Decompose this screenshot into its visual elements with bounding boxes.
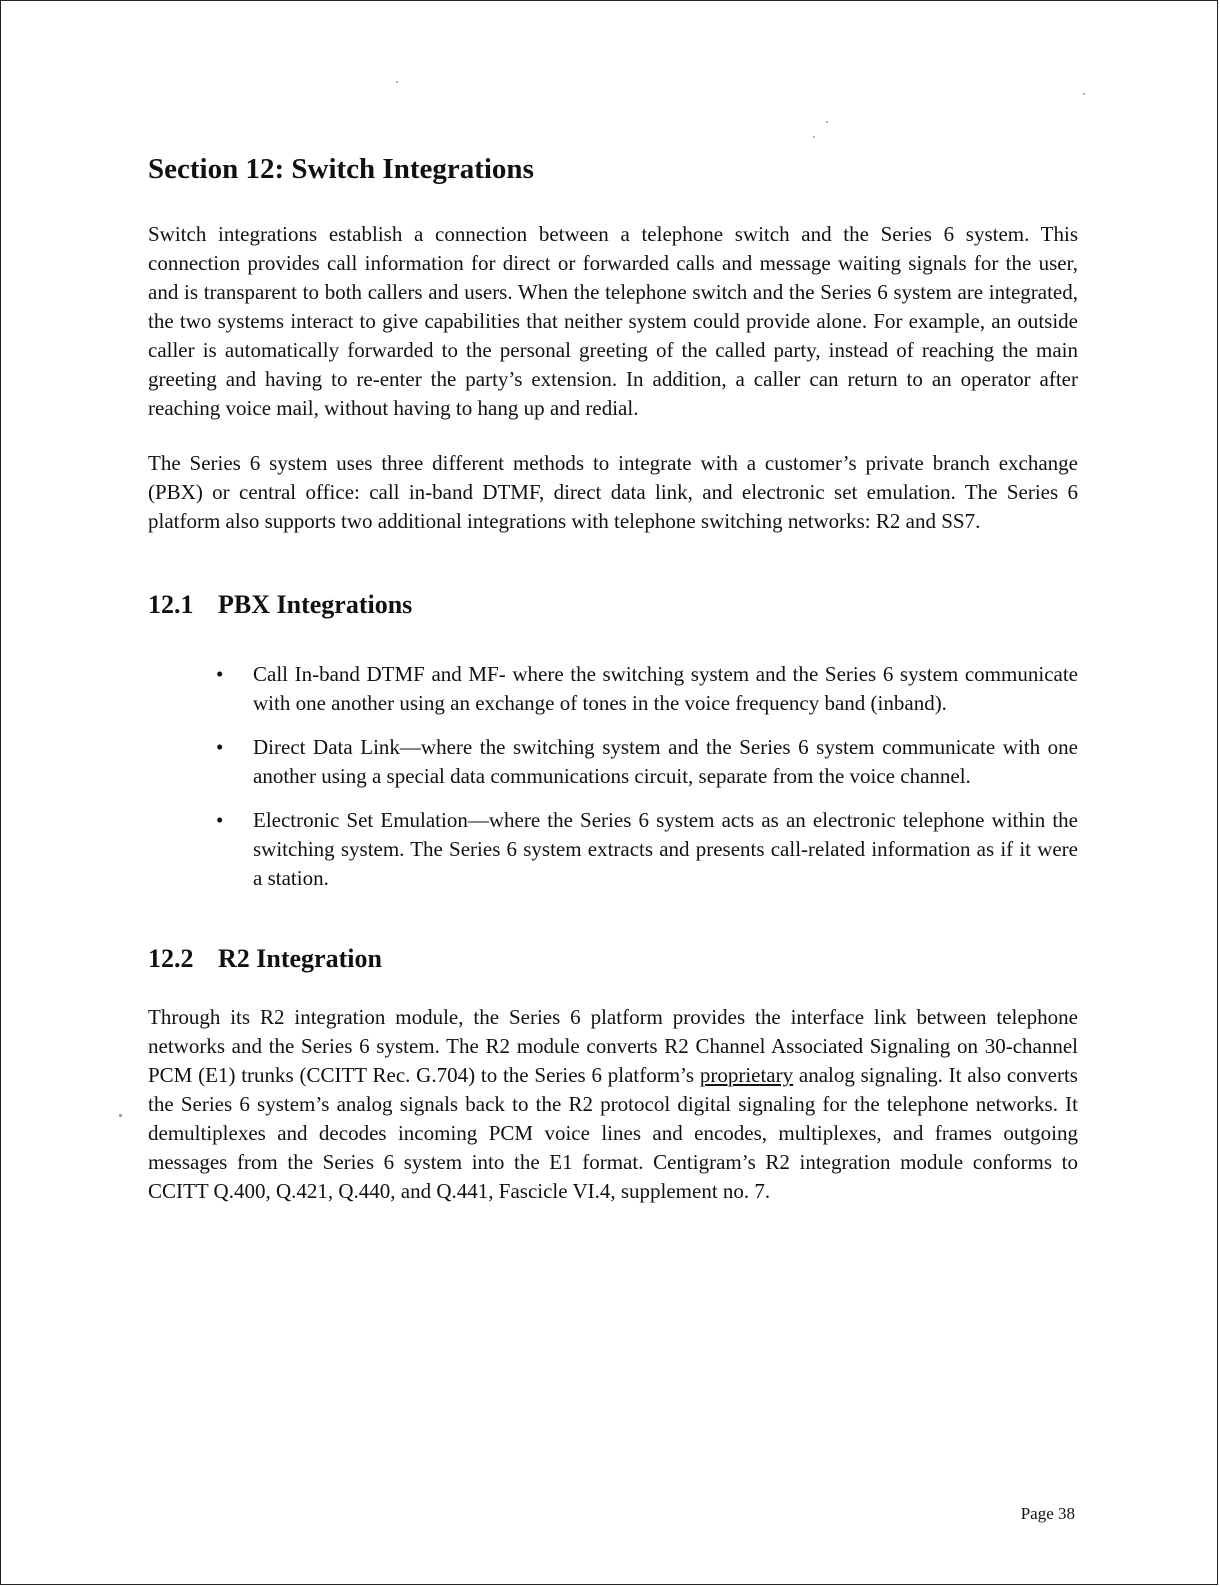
subsection-number: 12.1 (148, 590, 194, 619)
scan-speck (813, 136, 815, 138)
scan-speck (119, 1114, 122, 1117)
list-item (148, 806, 1078, 893)
methods-paragraph: The Series 6 system uses three different methods to integrate with a customer’s private branch exchange (PBX) or central office: call in-band DTMF, direct data link, and electronic set emulation. The Series 6 platform also supports two additional integrations with telephone switching networks: R2 and SS7. (148, 451, 1078, 533)
bullet-icon: • (216, 735, 224, 759)
list-item (148, 660, 1078, 718)
list-item-text: Electronic Set Emulation—where the Series 6 system acts as an electronic telephone within the switching system. The Series 6 system extracts and presents call-related information as if it were a station. (253, 808, 1078, 890)
underlined-word: proprietary (699, 1063, 794, 1087)
scan-speck (396, 81, 398, 83)
scan-speck (1083, 93, 1085, 95)
r2-paragraph (148, 1003, 1078, 1206)
list-item (148, 733, 1078, 791)
subsection-title: R2 Integration (218, 944, 382, 973)
list-item-text: Call In-band DTMF and MF- where the switching system and the Series 6 system communicate with one another using an exchange of tones in the voice frequency band (inband). (253, 662, 1078, 715)
page-content (148, 149, 1078, 1206)
bullet-icon: • (216, 808, 224, 832)
subsection-heading-r2 (148, 941, 1078, 977)
subsection-title: PBX Integrations (218, 590, 413, 619)
page-number: Page 38 (1020, 1504, 1075, 1523)
subsection-number: 12.2 (148, 944, 194, 973)
scan-speck (826, 121, 828, 123)
r2-paragraph-start: Through its R2 integration module, the Series 6 platform provides the interface link between telephone networks and the Series 6 system. The R2 module converts R2 Channel Associated Signaling on 30-channel PCM (E1) trunks (CCITT Rec. G.704) to the Series 6 platform’s (148, 1005, 1078, 1087)
intro-paragraph: Switch integrations establish a connection between a telephone switch and the Series 6 system. This connection provides call information for direct or forwarded calls and message waiting signals for the user, and is transparent to both callers and users. When the telephone switch and the Series 6 system are integrated, the two systems interact to give capabilities that neither system could provide alone. For example, an outside caller is automatically forwarded to the personal greeting of the called party, instead of reaching the main greeting and having to re-enter the party’s extension. In addition, a caller can return to an operator after reaching voice mail, without having to hang up and redial. (148, 222, 1078, 420)
section-title: Section 12: Switch Integrations (148, 153, 534, 185)
pbx-integration-list (148, 660, 1078, 893)
subsection-heading-pbx (148, 587, 1078, 623)
r2-paragraph-end: analog signaling. It also converts the Series 6 system’s analog signals back to the R2 protocol digital signaling for the telephone networks. It demultiplexes and decodes incoming PCM voice lines and encodes, multiplexes, and frames outgoing messages from the Series 6 system into the E1 format. Centigram’s R2 integration module conforms to CCITT Q.400, Q.421, Q.440, and Q.441, Fascicle VI.4, supplement no. 7. (148, 1063, 1078, 1203)
list-item-text: Direct Data Link—where the switching system and the Series 6 system communicate with one another using a special data communications circuit, separate from the voice channel. (253, 735, 1078, 788)
bullet-icon: • (216, 662, 224, 686)
